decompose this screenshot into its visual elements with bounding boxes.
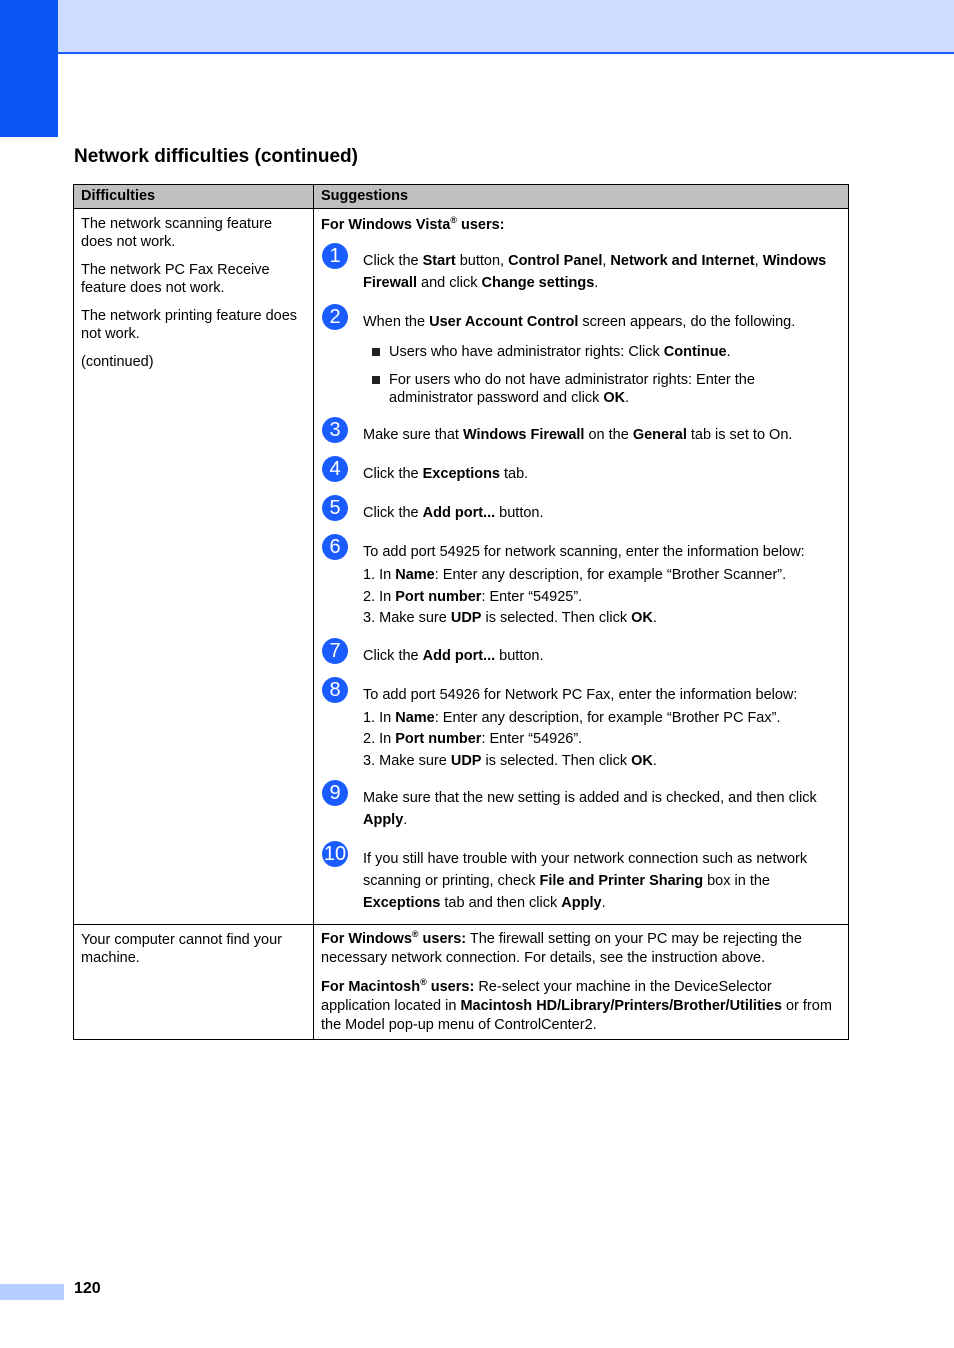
emphasis-text: File and Printer Sharing — [539, 873, 704, 889]
emphasis-text: Network and Internet — [610, 253, 755, 269]
sub-instruction — [363, 609, 840, 628]
header-difficulties: Difficulties — [74, 185, 314, 209]
footer-tab — [0, 1284, 64, 1300]
vista-heading — [321, 215, 840, 235]
step-text-fragment: . — [625, 390, 630, 406]
step-text-fragment: : Enter “54926”. — [481, 731, 583, 747]
step-item — [321, 417, 840, 446]
registered-mark: ® — [411, 929, 419, 940]
vista-heading-suffix: users: — [456, 217, 505, 233]
step-text-fragment: To add port 54926 for Network PC Fax, enter the information below: — [363, 686, 798, 703]
windows-label-suffix: users: — [418, 931, 467, 947]
step-text-fragment: Make sure that the new setting is added and is checked, and then click — [363, 790, 817, 806]
step-number-icon: 9 — [322, 780, 348, 806]
vista-heading-text: For Windows Vista — [321, 217, 451, 233]
windows-suggestion — [321, 930, 840, 968]
step-text-fragment: button. — [495, 647, 544, 664]
header-rule — [0, 52, 954, 54]
emphasis-text: Apply — [363, 812, 404, 828]
step-text — [363, 534, 840, 563]
emphasis-text: UDP — [450, 610, 482, 626]
step-text-fragment: If you still have trouble with your network connection such as network scanning or printing, check — [363, 851, 808, 889]
step-text-fragment: tab. — [500, 466, 529, 482]
step-item — [321, 243, 840, 294]
step-text-fragment: button. — [495, 505, 544, 521]
step-number-icon: 1 — [322, 243, 348, 269]
step-text — [363, 456, 840, 485]
step-text-fragment: 3. Make sure — [363, 752, 451, 769]
step-text-fragment: For users who do not have administrator rights: Enter the administrator password and click — [389, 372, 755, 406]
step-text-fragment: : Enter any description, for example “Brother PC Fax”. — [434, 709, 781, 726]
step-text-fragment: 2. In — [363, 588, 396, 605]
emphasis-text: OK — [603, 390, 626, 406]
step-text — [363, 638, 840, 667]
step-text-fragment: is selected. Then click — [481, 610, 632, 626]
header-suggestions: Suggestions — [314, 185, 849, 209]
step-text — [363, 495, 840, 524]
step-number-icon: 8 — [322, 677, 348, 703]
step-item — [321, 534, 840, 628]
sub-instruction — [363, 709, 840, 728]
step-text-fragment: Click the — [363, 647, 423, 664]
step-item — [321, 456, 840, 485]
step-number-icon: 4 — [322, 456, 348, 482]
section-title: Network difficulties (continued) — [74, 146, 358, 167]
page-number: 120 — [74, 1280, 101, 1297]
sub-instruction — [363, 752, 840, 771]
step-text-fragment: When the — [363, 314, 430, 330]
difficulty-item: The network scanning feature does not work. — [81, 216, 273, 250]
emphasis-text: Windows Firewall — [462, 427, 585, 443]
troubleshooting-table — [73, 184, 849, 1040]
step-text-fragment: . — [594, 275, 599, 291]
difficulties-cell — [74, 925, 314, 1040]
step-text-fragment: 1. In — [363, 567, 396, 583]
emphasis-text: Add port... — [422, 505, 496, 521]
step-text-fragment: 3. Make sure — [363, 610, 451, 626]
step-number-icon: 7 — [322, 638, 348, 664]
step-text-fragment: . — [726, 344, 731, 360]
emphasis-text: Windows Firewall — [363, 253, 827, 291]
step-text-fragment: , — [754, 253, 763, 269]
step-text-fragment: Users who have administrator rights: Click — [389, 344, 664, 360]
step-number-icon: 10 — [323, 843, 347, 865]
emphasis-text: Port number — [395, 588, 482, 605]
sub-instruction — [363, 730, 840, 749]
bullet-item — [363, 343, 840, 361]
emphasis-text: UDP — [450, 752, 482, 769]
header-band — [0, 0, 954, 52]
emphasis-text: Name — [395, 567, 435, 583]
registered-mark: ® — [450, 215, 457, 226]
difficulty-item: Your computer cannot find your machine. — [81, 932, 282, 966]
emphasis-text: User Account Control — [429, 314, 579, 330]
step-item — [321, 841, 840, 914]
bullet-square-icon — [372, 348, 380, 356]
step-item — [321, 638, 840, 667]
step-text-fragment: Make sure that — [363, 427, 463, 443]
step-text-fragment: . — [652, 610, 657, 626]
sub-instruction — [363, 566, 840, 585]
step-number-icon: 2 — [322, 304, 348, 330]
emphasis-text: Continue — [663, 344, 727, 360]
mac-path: Macintosh HD/Library/Printers/Brother/Utilities — [460, 998, 782, 1014]
bullet-list — [363, 343, 840, 407]
emphasis-text: Start — [422, 253, 456, 269]
step-text-fragment: on the — [584, 427, 633, 443]
steps-list — [321, 243, 840, 914]
emphasis-text: Exceptions — [422, 466, 500, 482]
step-text-fragment: button, — [455, 253, 509, 269]
emphasis-text: Exceptions — [363, 895, 441, 911]
emphasis-text: OK — [631, 752, 653, 769]
step-text-fragment: tab is set to On. — [686, 427, 793, 443]
difficulty-item: The network PC Fax Receive feature does not work. — [81, 262, 270, 296]
step-text-fragment: screen appears, do the following. — [578, 314, 796, 330]
step-text — [363, 841, 840, 914]
step-text-fragment: Click the — [363, 466, 423, 482]
step-text-fragment: Click the — [363, 253, 423, 269]
step-text-fragment: box in the — [703, 873, 770, 889]
step-text-fragment: and click — [417, 275, 482, 291]
suggestions-cell — [314, 925, 849, 1040]
step-item — [321, 495, 840, 524]
step-text-fragment: . — [403, 812, 408, 828]
step-item — [321, 780, 840, 831]
step-number-icon: 3 — [322, 417, 348, 443]
windows-label: For Windows — [321, 931, 412, 947]
step-text — [363, 677, 840, 706]
windows-text: The firewall setting on your PC may be rejecting the necessary network connection. For details, see the instruction above. — [321, 931, 802, 966]
step-number-icon: 5 — [322, 495, 348, 521]
emphasis-text: Port number — [395, 731, 482, 747]
emphasis-text: Apply — [561, 895, 602, 911]
emphasis-text: Control Panel — [508, 253, 603, 269]
step-text-fragment: . — [652, 752, 657, 769]
table-row — [74, 209, 849, 925]
sub-instruction — [363, 588, 840, 607]
step-text-fragment: : Enter “54925”. — [481, 588, 583, 605]
emphasis-text: Add port... — [422, 647, 496, 664]
difficulty-item: The network printing feature does not work. — [81, 308, 298, 342]
step-text-fragment: : Enter any description, for example “Brother Scanner”. — [434, 567, 787, 583]
emphasis-text: General — [632, 427, 687, 443]
step-text — [363, 780, 840, 831]
difficulties-cell — [74, 209, 314, 925]
bullet-item — [363, 371, 840, 407]
step-text-fragment: is selected. Then click — [481, 752, 632, 769]
step-text-fragment: 1. In — [363, 709, 396, 726]
step-text — [363, 304, 840, 333]
step-text-fragment: tab and then click — [440, 895, 562, 911]
step-text-fragment: To add port 54925 for network scanning, enter the information below: — [363, 544, 805, 560]
mac-label: For Macintosh — [321, 979, 421, 995]
step-text-fragment: Click the — [363, 505, 423, 521]
emphasis-text: Name — [395, 709, 435, 726]
step-number-icon: 6 — [322, 534, 348, 560]
step-text — [363, 417, 840, 446]
mac-text: or from the Model pop-up menu of ControlCenter2. — [321, 998, 832, 1033]
emphasis-text: OK — [631, 610, 653, 626]
difficulty-item: (continued) — [81, 354, 154, 370]
mac-suggestion — [321, 978, 840, 1035]
step-text-fragment: , — [602, 253, 611, 269]
emphasis-text: Change settings — [481, 275, 595, 291]
step-item — [321, 677, 840, 771]
chapter-tab — [0, 0, 58, 137]
mac-label-suffix: users: — [426, 979, 475, 995]
step-item — [321, 304, 840, 407]
bullet-square-icon — [372, 376, 380, 384]
step-text-fragment: . — [601, 895, 606, 911]
table-header-row — [74, 185, 849, 209]
step-text-fragment: 2. In — [363, 731, 396, 747]
suggestions-cell — [314, 209, 849, 925]
registered-mark: ® — [420, 977, 427, 988]
step-text — [363, 243, 840, 294]
mac-text: Re-select your machine in the DeviceSelector application located in — [321, 979, 772, 1014]
table-row — [74, 925, 849, 1040]
